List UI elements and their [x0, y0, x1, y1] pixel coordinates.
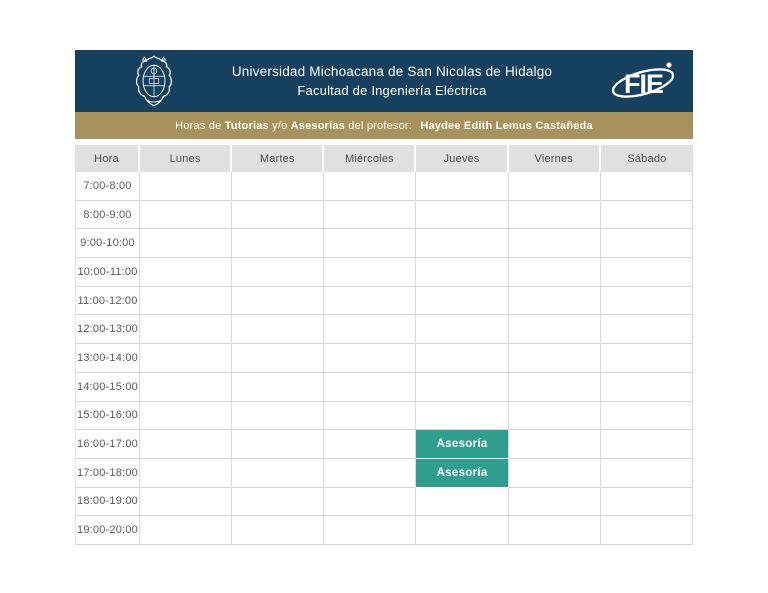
time-label-cell: 9:00-10:00 [75, 229, 140, 258]
empty-schedule-cell [232, 488, 324, 517]
empty-schedule-cell [324, 287, 416, 316]
faculty-name: Facultad de Ingeniería Eléctrica [297, 83, 487, 98]
day-column-header: Miércoles [324, 145, 416, 172]
empty-schedule-cell [509, 201, 601, 230]
subheader-connector: y/o [268, 119, 291, 132]
empty-schedule-cell [601, 258, 693, 287]
empty-schedule-cell [416, 402, 508, 431]
empty-schedule-cell [416, 172, 508, 201]
document-content [75, 50, 693, 545]
fie-logo-text: FIE [624, 69, 664, 99]
empty-schedule-cell [232, 229, 324, 258]
university-name: Universidad Michoacana de San Nicolas de Hidalgo [231, 64, 553, 79]
empty-schedule-cell [140, 402, 232, 431]
empty-schedule-cell [509, 373, 601, 402]
empty-schedule-cell [601, 344, 693, 373]
subheader-prefix: Horas de [175, 119, 225, 132]
empty-schedule-cell [601, 430, 693, 459]
time-label-cell: 8:00-9:00 [75, 201, 140, 230]
empty-schedule-cell [140, 287, 232, 316]
empty-schedule-cell [416, 488, 508, 517]
empty-schedule-cell [232, 258, 324, 287]
asesoria-event-cell: Asesoría [416, 430, 508, 459]
time-label-cell: 13:00-14:00 [75, 344, 140, 373]
time-label-cell: 7:00-8:00 [75, 172, 140, 201]
empty-schedule-cell [601, 287, 693, 316]
empty-schedule-cell [140, 488, 232, 517]
day-column-header: Lunes [140, 145, 232, 172]
fie-logo-icon [609, 56, 677, 106]
empty-schedule-cell [232, 315, 324, 344]
empty-schedule-cell [324, 344, 416, 373]
empty-schedule-cell [324, 373, 416, 402]
day-column-header: Sábado [601, 145, 693, 172]
empty-schedule-cell [324, 516, 416, 545]
empty-schedule-cell [509, 402, 601, 431]
empty-schedule-cell [416, 373, 508, 402]
empty-schedule-cell [140, 373, 232, 402]
empty-schedule-cell [416, 344, 508, 373]
university-seal-icon [133, 54, 175, 108]
empty-schedule-cell [601, 229, 693, 258]
empty-schedule-cell [140, 315, 232, 344]
empty-schedule-cell [140, 459, 232, 488]
empty-schedule-cell [324, 201, 416, 230]
empty-schedule-cell [324, 315, 416, 344]
empty-schedule-cell [324, 488, 416, 517]
subheader-suffix: del profesor: [345, 119, 416, 132]
empty-schedule-cell [324, 430, 416, 459]
empty-schedule-cell [140, 430, 232, 459]
empty-schedule-cell [140, 229, 232, 258]
empty-schedule-cell [232, 201, 324, 230]
empty-schedule-cell [416, 201, 508, 230]
university-seal-logo-icon [133, 54, 175, 108]
time-label-cell: 10:00-11:00 [75, 258, 140, 287]
university-banner [75, 50, 693, 112]
empty-schedule-cell [232, 430, 324, 459]
empty-schedule-cell [324, 229, 416, 258]
empty-schedule-cell [140, 344, 232, 373]
empty-schedule-cell [601, 172, 693, 201]
empty-schedule-cell [140, 516, 232, 545]
empty-schedule-cell [140, 258, 232, 287]
schedule-table [75, 145, 693, 545]
empty-schedule-cell [601, 315, 693, 344]
empty-schedule-cell [140, 201, 232, 230]
empty-schedule-cell [140, 172, 232, 201]
empty-schedule-cell [601, 402, 693, 431]
day-column-header: Viernes [509, 145, 601, 172]
empty-schedule-cell [509, 488, 601, 517]
time-label-cell: 14:00-15:00 [75, 373, 140, 402]
empty-schedule-cell [416, 258, 508, 287]
empty-schedule-cell [601, 459, 693, 488]
empty-schedule-cell [509, 172, 601, 201]
empty-schedule-cell [601, 516, 693, 545]
empty-schedule-cell [324, 172, 416, 201]
day-column-header: Jueves [416, 145, 508, 172]
empty-schedule-cell [232, 172, 324, 201]
day-column-header: Martes [232, 145, 324, 172]
time-label-cell: 12:00-13:00 [75, 315, 140, 344]
time-label-cell: 16:00-17:00 [75, 430, 140, 459]
empty-schedule-cell [601, 201, 693, 230]
empty-schedule-cell [324, 459, 416, 488]
empty-schedule-cell [509, 344, 601, 373]
empty-schedule-cell [509, 258, 601, 287]
empty-schedule-cell [232, 516, 324, 545]
empty-schedule-cell [509, 430, 601, 459]
empty-schedule-cell [416, 516, 508, 545]
time-label-cell: 11:00-12:00 [75, 287, 140, 316]
empty-schedule-cell [509, 287, 601, 316]
banner-title [175, 62, 609, 100]
subheader-asesorias: Asesorías [290, 119, 346, 132]
empty-schedule-cell [232, 287, 324, 316]
subheader-bar [75, 112, 693, 139]
empty-schedule-cell [509, 229, 601, 258]
hour-column-header: Hora [75, 145, 140, 172]
empty-schedule-cell [232, 402, 324, 431]
asesoria-event-cell: Asesoría [416, 459, 508, 488]
empty-schedule-cell [509, 459, 601, 488]
empty-schedule-cell [416, 315, 508, 344]
time-label-cell: 15:00-16:00 [75, 402, 140, 431]
empty-schedule-cell [232, 344, 324, 373]
empty-schedule-cell [509, 516, 601, 545]
empty-schedule-cell [324, 258, 416, 287]
time-label-cell: 18:00-19:00 [75, 488, 140, 517]
fie-logo [609, 56, 677, 106]
empty-schedule-cell [232, 373, 324, 402]
empty-schedule-cell [416, 287, 508, 316]
time-label-cell: 19:00-20:00 [75, 516, 140, 545]
empty-schedule-cell [509, 315, 601, 344]
empty-schedule-cell [416, 229, 508, 258]
professor-name: Haydee Edith Lemus Castañeda [420, 119, 593, 132]
empty-schedule-cell [601, 488, 693, 517]
time-label-cell: 17:00-18:00 [75, 459, 140, 488]
subheader-tutorias: Tutorias [224, 119, 269, 132]
empty-schedule-cell [232, 459, 324, 488]
empty-schedule-cell [601, 373, 693, 402]
empty-schedule-cell [324, 402, 416, 431]
